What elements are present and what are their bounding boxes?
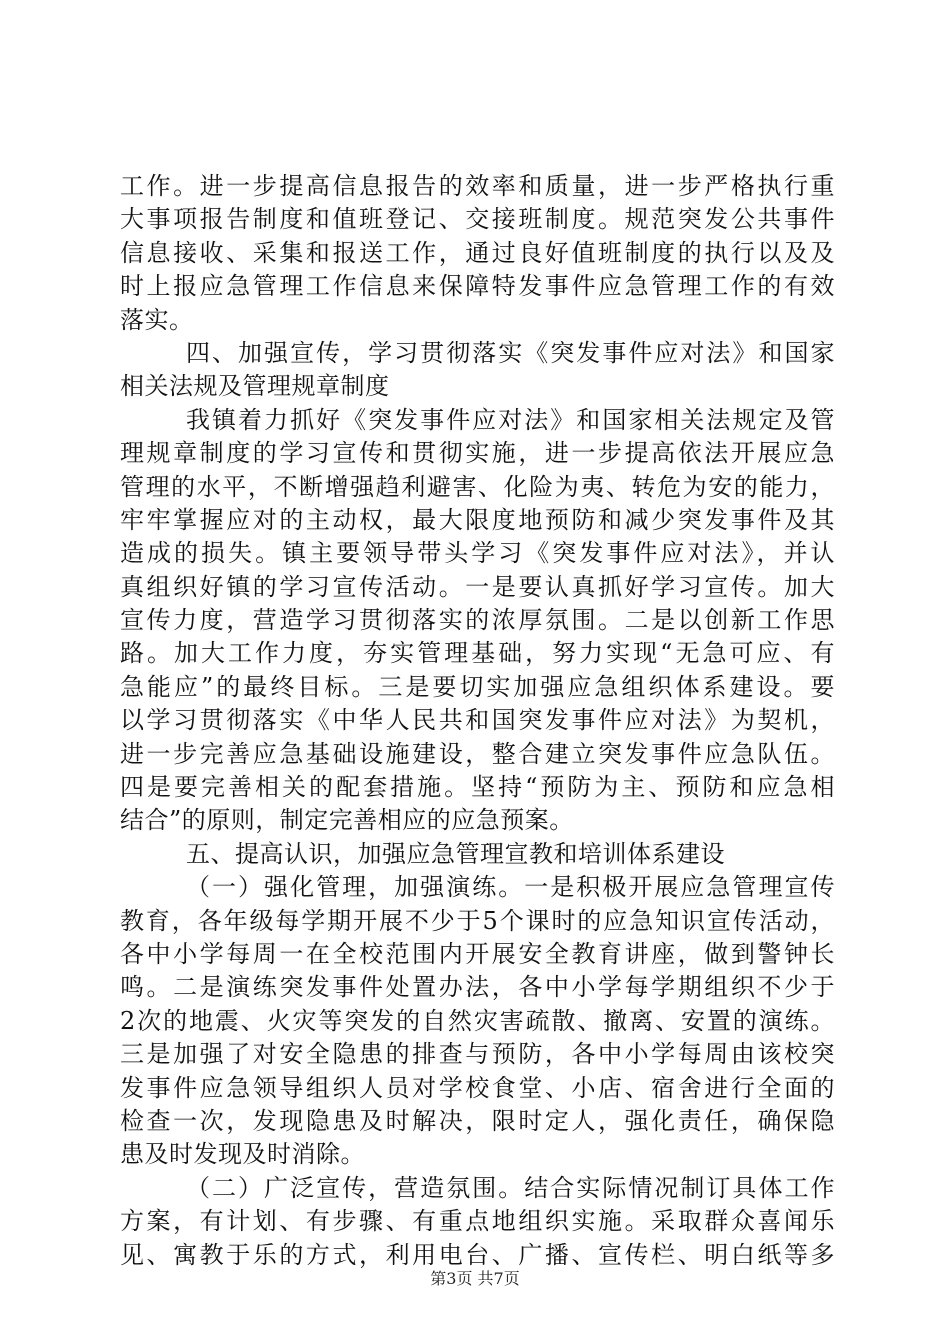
page-footer: 第3页 共7页: [430, 1269, 520, 1288]
text-line: 造成的损失。镇主要领导带头学习《突发事件应对法》，并认: [120, 539, 835, 568]
text-line: 相关法规及管理规章制度: [120, 372, 390, 401]
text-line: 真组织好镇的学习宣传活动。一是要认真抓好学习宣传。加大: [120, 572, 835, 601]
text-line: 各中小学每周一在全校范围内开展安全教育讲座，做到警钟长: [120, 939, 835, 968]
text-line: 鸣。二是演练突发事件处置办法，各中小学每学期组织不少于: [120, 973, 835, 1002]
text-line: 四、加强宣传，学习贯彻落实《突发事件应对法》和国家: [186, 338, 835, 367]
text-line: 落实。: [120, 305, 194, 334]
text-line: 教育，各年级每学期开展不少于5个课时的应急知识宣传活动，: [120, 906, 835, 935]
text-line: 急能应”的最终目标。三是要切实加强应急组织体系建设。要: [120, 672, 835, 701]
text-line: 时上报应急管理工作信息来保障特发事件应急管理工作的有效: [120, 272, 835, 301]
text-line: 方案，有计划、有步骤、有重点地组织实施。采取群众喜闻乐: [120, 1207, 835, 1236]
body-text: [120, 170, 835, 1272]
text-line: 大事项报告制度和值班登记、交接班制度。规范突发公共事件: [120, 205, 835, 234]
text-line: 五、提高认识，加强应急管理宣教和培训体系建设: [186, 839, 725, 868]
text-line: 四是要完善相关的配套措施。坚持“预防为主、预防和应急相: [120, 773, 835, 802]
text-line: 结合”的原则，制定完善相应的应急预案。: [120, 806, 574, 835]
text-line: 发事件应急领导组织人员对学校食堂、小店、宿舍进行全面的: [120, 1073, 835, 1102]
text-line: 三是加强了对安全隐患的排查与预防，各中小学每周由该校突: [120, 1040, 835, 1069]
text-line: 工作。进一步提高信息报告的效率和质量，进一步严格执行重: [120, 172, 835, 200]
text-line: 患及时发现及时消除。: [120, 1140, 365, 1169]
text-line: 宣传力度，营造学习贯彻落实的浓厚氛围。二是以创新工作思: [120, 606, 835, 635]
text-line: 以学习贯彻落实《中华人民共和国突发事件应对法》为契机，: [120, 706, 835, 735]
text-line: 进一步完善应急基础设施建设，整合建立突发事件应急队伍。: [120, 739, 835, 768]
text-line: （二）广泛宣传，营造氛围。结合实际情况制订具体工作: [186, 1173, 835, 1202]
text-line: 牢牢掌握应对的主动权，最大限度地预防和减少突发事件及其: [120, 505, 835, 534]
text-line: 检查一次，发现隐患及时解决，限时定人，强化责任，确保隐: [120, 1106, 835, 1135]
text-line: 见、寓教于乐的方式，利用电台、广播、宣传栏、明白纸等多: [120, 1240, 835, 1269]
text-line: 管理的水平，不断增强趋利避害、化险为夷、转危为安的能力，: [120, 472, 835, 501]
text-line: 路。加大工作力度，夯实管理基础，努力实现“无急可应、有: [120, 639, 835, 668]
text-line: 信息接收、采集和报送工作，通过良好值班制度的执行以及及: [120, 238, 835, 267]
text-line: 2次的地震、火灾等突发的自然灾害疏散、撤离、安置的演练。: [120, 1006, 835, 1035]
text-line: 理规章制度的学习宣传和贯彻实施，进一步提高依法开展应急: [120, 439, 835, 468]
text-line: 我镇着力抓好《突发事件应对法》和国家相关法规定及管: [186, 405, 835, 434]
text-line: （一）强化管理，加强演练。一是积极开展应急管理宣传: [186, 873, 835, 902]
